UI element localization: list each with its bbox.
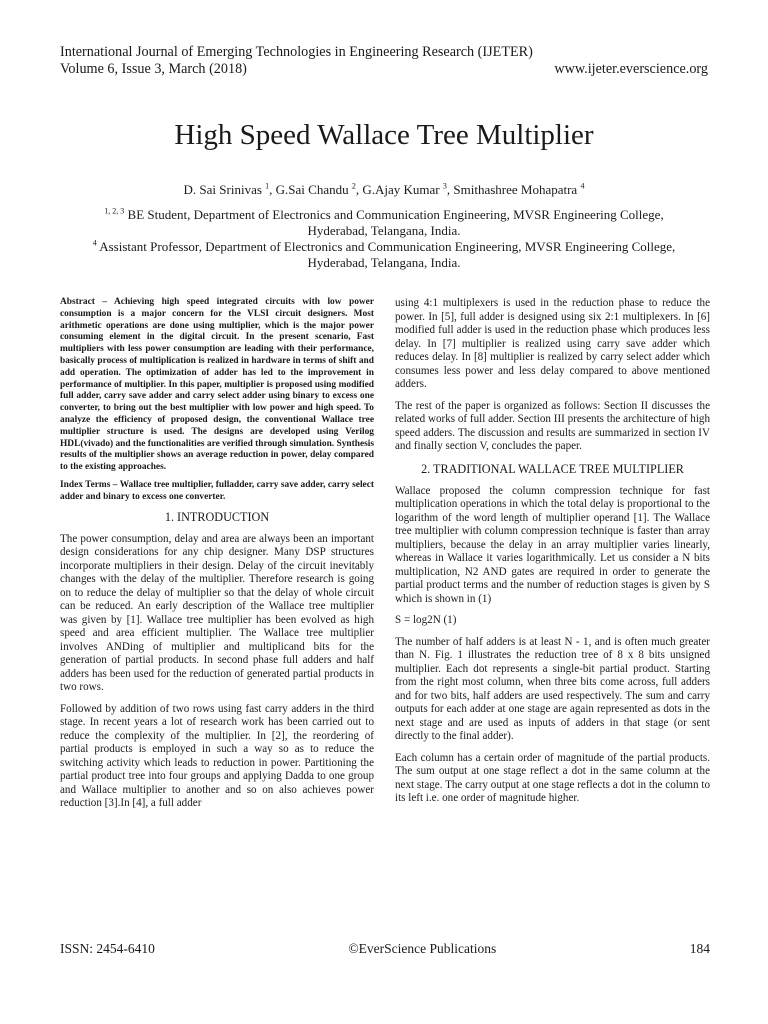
journal-issue-row	[60, 61, 708, 78]
affiliation-text: BE Student, Department of Electronics and Communication Engineering, MVSR Engineering College, Hyderabad, Telangana, India.	[127, 207, 664, 238]
publisher: ©EverScience Publications	[348, 941, 497, 956]
abstract: Abstract – Achieving high speed integrated circuits with low power consumption is a major concern for the VLSI circuit designers. Most arithmetic operations are done using multiplier, which is the major power consuming element in the digital circuit. In the present scenario, Fast multipliers with less power consumption are leading with their performance, basically process of multiplication is realized in hardware in terms of shift and add operation. The optimization of adder has led to the improvement in performance of multiplier. In this paper, multiplier is proposed using modified full adder, carry save adder and carry select adder using binary to excess one converter, to bring out the best multiplier with low power and high speed. To analyze the efficiency of proposed design, the conventional Wallace tree multiplier structure is used. The designs are developed using Verilog HDL(vivado) and the functionalities are verified through simulation. Synthesis results of the multiplier shows an average reduction in power, delay compared to the existing approaches.	[60, 297, 375, 473]
affiliation	[80, 207, 688, 239]
body-paragraph: Followed by addition of two rows using fast carry adders in the third stage. In recent years a lot of research work has been carried out to reduce the complexity of the multiplier. In [2], the reordering of partial products is employed in such a way so as to reduce the switching activity which leads to reduction in power. Partitioning the partial product tree into four groups and applying Dadda to one group and Wallace multiplier to another and so on also achieves power reduction [3].In [4], a full adder	[60, 702, 374, 810]
section-heading-introduction: 1. INTRODUCTION	[164, 509, 270, 524]
body-paragraph: using 4:1 multiplexers is used in the reduction phase to reduce the power. In [5], full adder is designed using six 2:1 multiplexers. In [6] modified full adder is used in the reduction phase which produces less delay. In [7] multiplier is realized using carry save adder which reduces delay. In [8] multiplier is realized by carry select adder which consumes less power and less delay compared to above mentioned adders.	[395, 297, 710, 390]
author-list: D. Sai Srinivas $^1$, G.Sai Chandu $^2$, G.Ajay Kumar $^3$, Smithashree Mohapatra $^4$	[183, 181, 585, 197]
equation: S = log2N (1)	[395, 614, 457, 626]
body-paragraph: The number of half adders is at least N - 1, and is often much greater than N. Fig. 1 illustrates the reduction tree of 8 x 8 bits unsigned multiplier. Each dot represents a single-bit partial product. Starting from the right most column, when three bits come across, full adders and for two bits, half adders are used respectively. The sum and carry outputs for each adder at one stage are again represented as dots in the next stage and are used as inputs of adders in that stage (or sent directly to the final adder).	[395, 635, 710, 742]
author-name: G.Sai Chandu	[275, 182, 349, 197]
author-affiliation-mark: 4	[580, 181, 585, 191]
page-number: 184	[689, 941, 710, 956]
body-paragraph: The power consumption, delay and area are always been an important design considerations for any chip designer. Many DSP structures incorporate multipliers in their design. Delay of the circuit inevitably changes with the delay of the multiplier. Therefore research is going on to reduce the delay of multiplier so that the delay of whole circuit can be reduced. An early description of the Wallace tree multiplier was given by [1]. Wallace tree multiplier has been evolved as high speed and area efficient multiplier. The Wallace tree multiplier involves ANDing of multiplier and multiplicand bits for the generation of partial products. In second phase full adders and half adders has been used for the reduction of generated partial products in two rows.	[60, 532, 374, 694]
index-terms: Index Terms – Wallace tree multiplier, fulladder, carry save adder, carry select adder and binary to excess one converter.	[60, 479, 374, 502]
body-paragraph: Each column has a certain order of magnitude of the partial products. The sum output at one stage reflect a dot in the same column at the next stage. The carry output at one stage reflects a dot in the column to its left i.e. one order of magnitude higher.	[395, 751, 710, 804]
affiliation-mark: 4	[92, 238, 97, 248]
author-affiliation-mark: 2	[351, 181, 356, 191]
author-affiliation-mark: 3	[442, 181, 447, 191]
right-column	[395, 297, 710, 814]
page-footer	[60, 941, 710, 957]
journal-header	[60, 44, 708, 78]
left-column	[60, 297, 374, 819]
body-paragraph: The rest of the paper is organized as follows: Section II discusses the related works of full adder. Section III presents the architecture of high speed adders. The discussion and results are summarized in section IV and finally section V, concludes the paper.	[395, 399, 710, 452]
paper-title: High Speed Wallace Tree Multiplier	[174, 119, 594, 151]
affiliation-mark: 1, 2, 3	[104, 206, 125, 216]
author-name: G.Ajay Kumar	[362, 182, 440, 197]
affiliations	[80, 207, 688, 271]
author-name: Smithashree Mohapatra	[453, 182, 578, 197]
journal-name: International Journal of Emerging Technologies in Engineering Research (IJETER)	[60, 44, 533, 60]
section-heading-traditional-wallace: 2. TRADITIONAL WALLACE TREE MULTIPLIER	[421, 461, 684, 476]
journal-website[interactable]: www.ijeter.everscience.org	[554, 61, 708, 77]
affiliation-text: Assistant Professor, Department of Electronics and Communication Engineering, MVSR Engineering College, Hyderabad, Telangana, India.	[99, 239, 676, 270]
author-name: D. Sai Srinivas	[183, 182, 262, 197]
author-affiliation-mark: 1	[265, 181, 270, 191]
issn: ISSN: 2454-6410	[60, 941, 155, 956]
journal-volume: Volume 6, Issue 3, March (2018)	[60, 61, 247, 77]
affiliation	[80, 239, 688, 271]
body-paragraph: Wallace proposed the column compression technique for fast multiplication operations in which the total delay is proportional to the logarithm of the word length of multiplier operand [1]. The Wallace tree multiplier with column compression technique is faster than array multipliers, because the delay in an array multiplier varies linearly, whereas in Wallace it varies logarithmically. Let us consider a N bits multiplication, N2 AND gates are required in order to generate the partial product terms and the number of reduction stages is given by S which is shown in (1)	[395, 484, 710, 605]
